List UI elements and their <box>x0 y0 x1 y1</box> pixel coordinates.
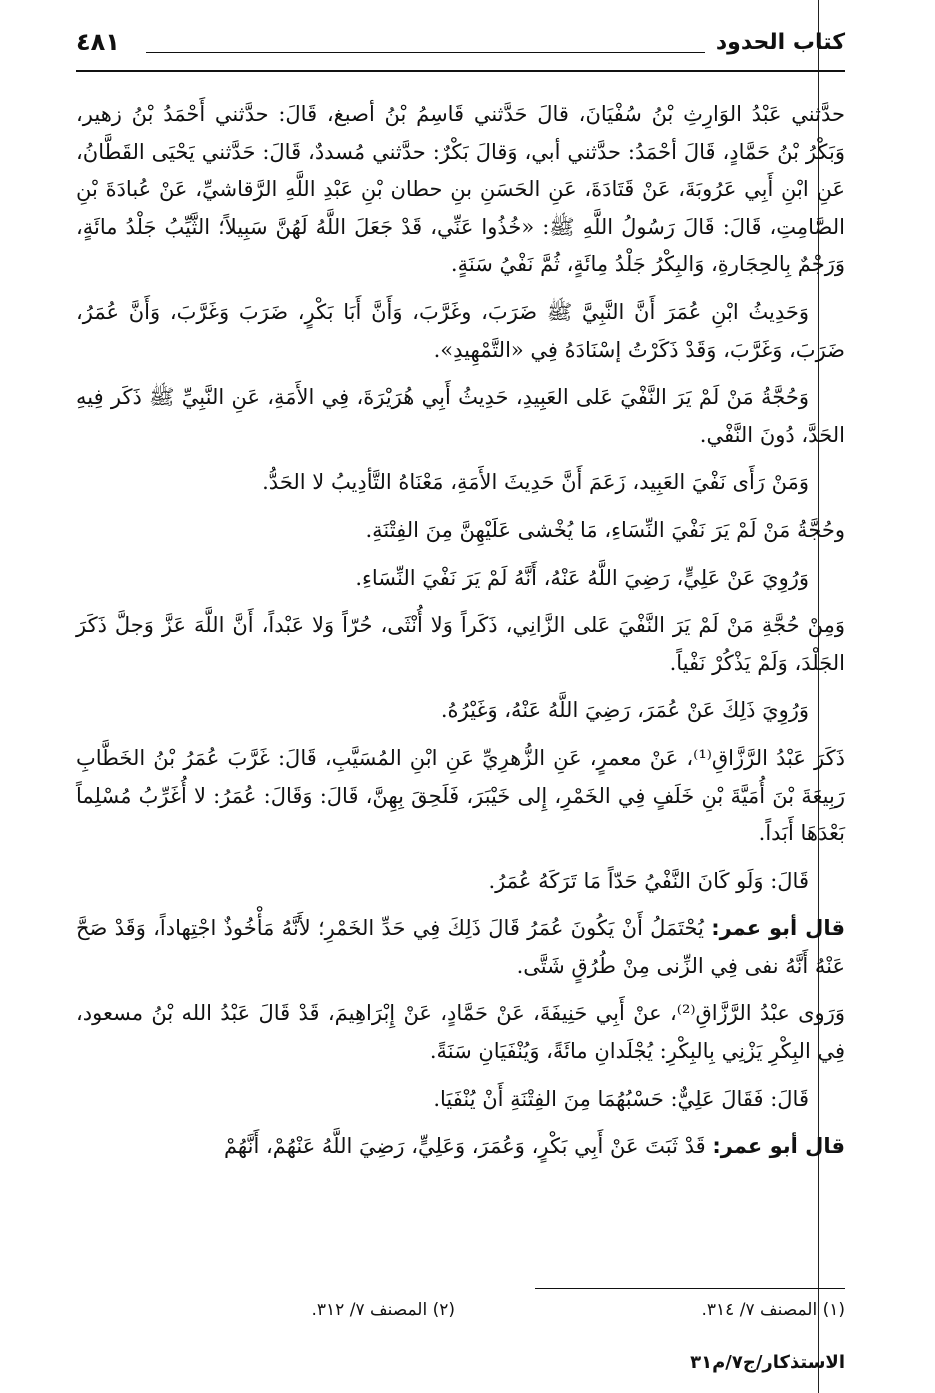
paragraph: وَحَدِيثُ ابْنِ عُمَرَ أَنَّ النَّبِيَّ ﷺ ضَرَبَ، وغَرَّبَ، وَأَنَّ أَبَا بَكْرٍ، ضَرَبَ وَغَرَّبَ، وَأَنَّ عُمَرُ، ضَرَبَ، وَغَرَّبَ، وَقَدْ ذَكَرْتُ إسْنَادَهُ فِي «التَّمْهِيدِ». <box>76 299 845 362</box>
paragraph: وَمَنْ رَأَى نَفْيَ العَبِيد، زَعَمَ أَنَّ حَدِيثَ الأَمَةِ، مَعْنَاهُ التَّأدِيبُ لا الحَدُّ. <box>262 470 809 495</box>
paragraph <box>76 910 845 985</box>
page-header <box>76 30 845 72</box>
footnote-1: (١) المصنف ٧/ ٣١٤. <box>701 1300 845 1320</box>
paragraph: وَمِنْ حُجَّةِ مَنْ لَمْ يَرَ النَّفْيَ عَلى الزَّانِي، ذَكَراً وَلا أُنْثَى، حُرّاً وَلا عَبْداً، أَنَّ اللَّهَ عَزَّ وَجلَّ ذَكَرَ الجَلْدَ، وَلَمْ يَذْكُرْ نَفْياً. <box>76 613 845 675</box>
paragraph-body: قَدْ ثَبَتَ عَنْ أَبِي بَكْرٍ، وَعُمَرَ، وَعَلِيٍّ، رَضِيَ اللَّهُ عَنْهُمْ، أَنَّهُمْ <box>223 1134 713 1159</box>
footnote-separator <box>535 1288 845 1289</box>
print-signature: الاستذكار/ج٧/م٣١ <box>690 1352 845 1373</box>
footnotes <box>76 1300 845 1334</box>
header-rule <box>146 52 705 53</box>
paragraph <box>76 1128 845 1166</box>
paragraph: قَالَ: فَقَالَ عَلِيٌّ: حَسْبُهُمَا مِنَ الفِتْنَةِ أَنْ يُنْفَيَا. <box>433 1086 809 1111</box>
speaker-label: قال أبو عمر: <box>711 916 845 941</box>
paragraph: وَرُوِيَ عَنْ عَلِيٍّ، رَضِيَ اللَّهُ عَنْهُ، أَنَّهُ لَمْ يَرَ نَفْيَ النِّسَاءِ. <box>355 565 809 590</box>
paragraph: قَالَ: وَلَو كَانَ النَّفْيُ حَدّاً مَا تَرَكَهُ عُمَرُ. <box>488 868 809 893</box>
paragraph: وحُجَّةُ مَنْ لَمْ يَرَ نَفْيَ النِّسَاءِ، مَا يُخْشى عَلَيْهِنَّ مِنَ الفِتْنَةِ. <box>365 517 845 542</box>
main-text <box>76 96 845 1176</box>
paragraph: حدَّثني عَبْدُ الوَارِثِ بْنُ سُفْيَانَ، قالَ حَدَّثني قَاسِمُ بْنُ أصبغ، قَالَ: حدَّثني أَحْمَدُ بْنُ زهير، وَبَكْرُ بْنُ حَمَّادٍ، قَالَ أحْمَدُ: حدَّثني أبي، وَقالَ بَكْرٌ: حدَّثني مُسددٌ، قَالَ: حَدَّثني يَحْيَى القَطَّانُ، عَنِ ابْنِ أَبِي عَرُوبَةَ، عَنْ قَتَادَةَ، عَنِ الحَسَنِ بنِ حطان بْنِ عَبْدِ اللَّهِ الرَّقاشيِّ، عَنْ عُبادَةَ بْنِ الصَّامِتِ، قَالَ: قَالَ رَسُولُ اللَّهِ ﷺ: «خُذُوا عَنِّي، قَدْ جَعَلَ اللَّهُ لَهُنَّ سَبِيلاً؛ الثَّيِّبُ جَلْدُ مائَةٍ، وَرَجْمٌ بِالحِجَارةِ، وَالبِكْرُ جَلْدُ مِائَةٍ، ثُمَّ نَفْيُ سَنَةٍ. <box>76 102 845 277</box>
chapter-title: كتاب الحدود <box>715 30 845 55</box>
paragraph-body: يُحْتَمَلُ أَنْ يَكُونَ عُمَرُ قَالَ ذَلِكَ فِي حَدِّ الخَمْرِ؛ لأَنَّهُ مَأْخُوذٌ اجْتِهاداً، وَقَدْ صَحَّ عَنْهُ أَنَّهُ نفى فِي الزِّنى مِنْ طُرُقٍ شَتَّى. <box>76 916 845 978</box>
page-number: ٤٨١ <box>76 28 120 56</box>
paragraph: وَحُجَّةُ مَنْ لَمْ يَرَ النَّفْيَ عَلى العَبِيدِ، حَدِيثُ أَبِي هُرَيْرَةَ، فِي الأَمَةِ، عَنِ النَّبِيِّ ﷺ ذَكَر فِيهِ الحَدَّ، دُونَ النَّفْي. <box>76 385 845 447</box>
speaker-label: قال أبو عمر: <box>712 1134 845 1159</box>
paragraph: وَرَوى عبْدُ الرَّزَّاقِ⁽²⁾، عنْ أَبِي حَنِيفَةَ، عَنْ حَمَّادٍ، عَنْ إِبْرَاهِيمَ، قَدْ قَالَ عَبْدُ الله بْنُ مسعود، فِي البِكْرِ يَزْنِي بِالبِكْرِ: يُجْلَدانِ مائَةً، وَيُنْفَيَانِ سَنَةً. <box>76 1001 845 1064</box>
footnote-2: (٢) المصنف ٧/ ٣١٢. <box>311 1300 455 1320</box>
paragraph: وَرُوِيَ ذَلِكَ عَنْ عُمَرَ، رَضِيَ اللَّهُ عَنْهُ، وَغَيْرُهُ. <box>440 698 809 723</box>
paragraph: ذَكَرَ عَبْدُ الرَّزَّاقِ⁽¹⁾، عَنْ معمرٍ، عَنِ الزُّهرِيِّ عَنِ ابْنِ المُسَيَّبِ، قَالَ: غَرَّبَ عُمَرُ بْنُ الخَطَّابِ رَبِيعَةَ بْنَ أُمَيَّةَ بْنِ خَلَفٍ فِي الخَمْرِ، إِلى خَيْبَرَ، فَلَحِقَ بِهِنَّ، قَالَ: وَقَالَ: عُمَرُ: لا أُغَرِّبُ مُسْلِماً بَعْدَهَا أَبَداً. <box>76 745 845 846</box>
